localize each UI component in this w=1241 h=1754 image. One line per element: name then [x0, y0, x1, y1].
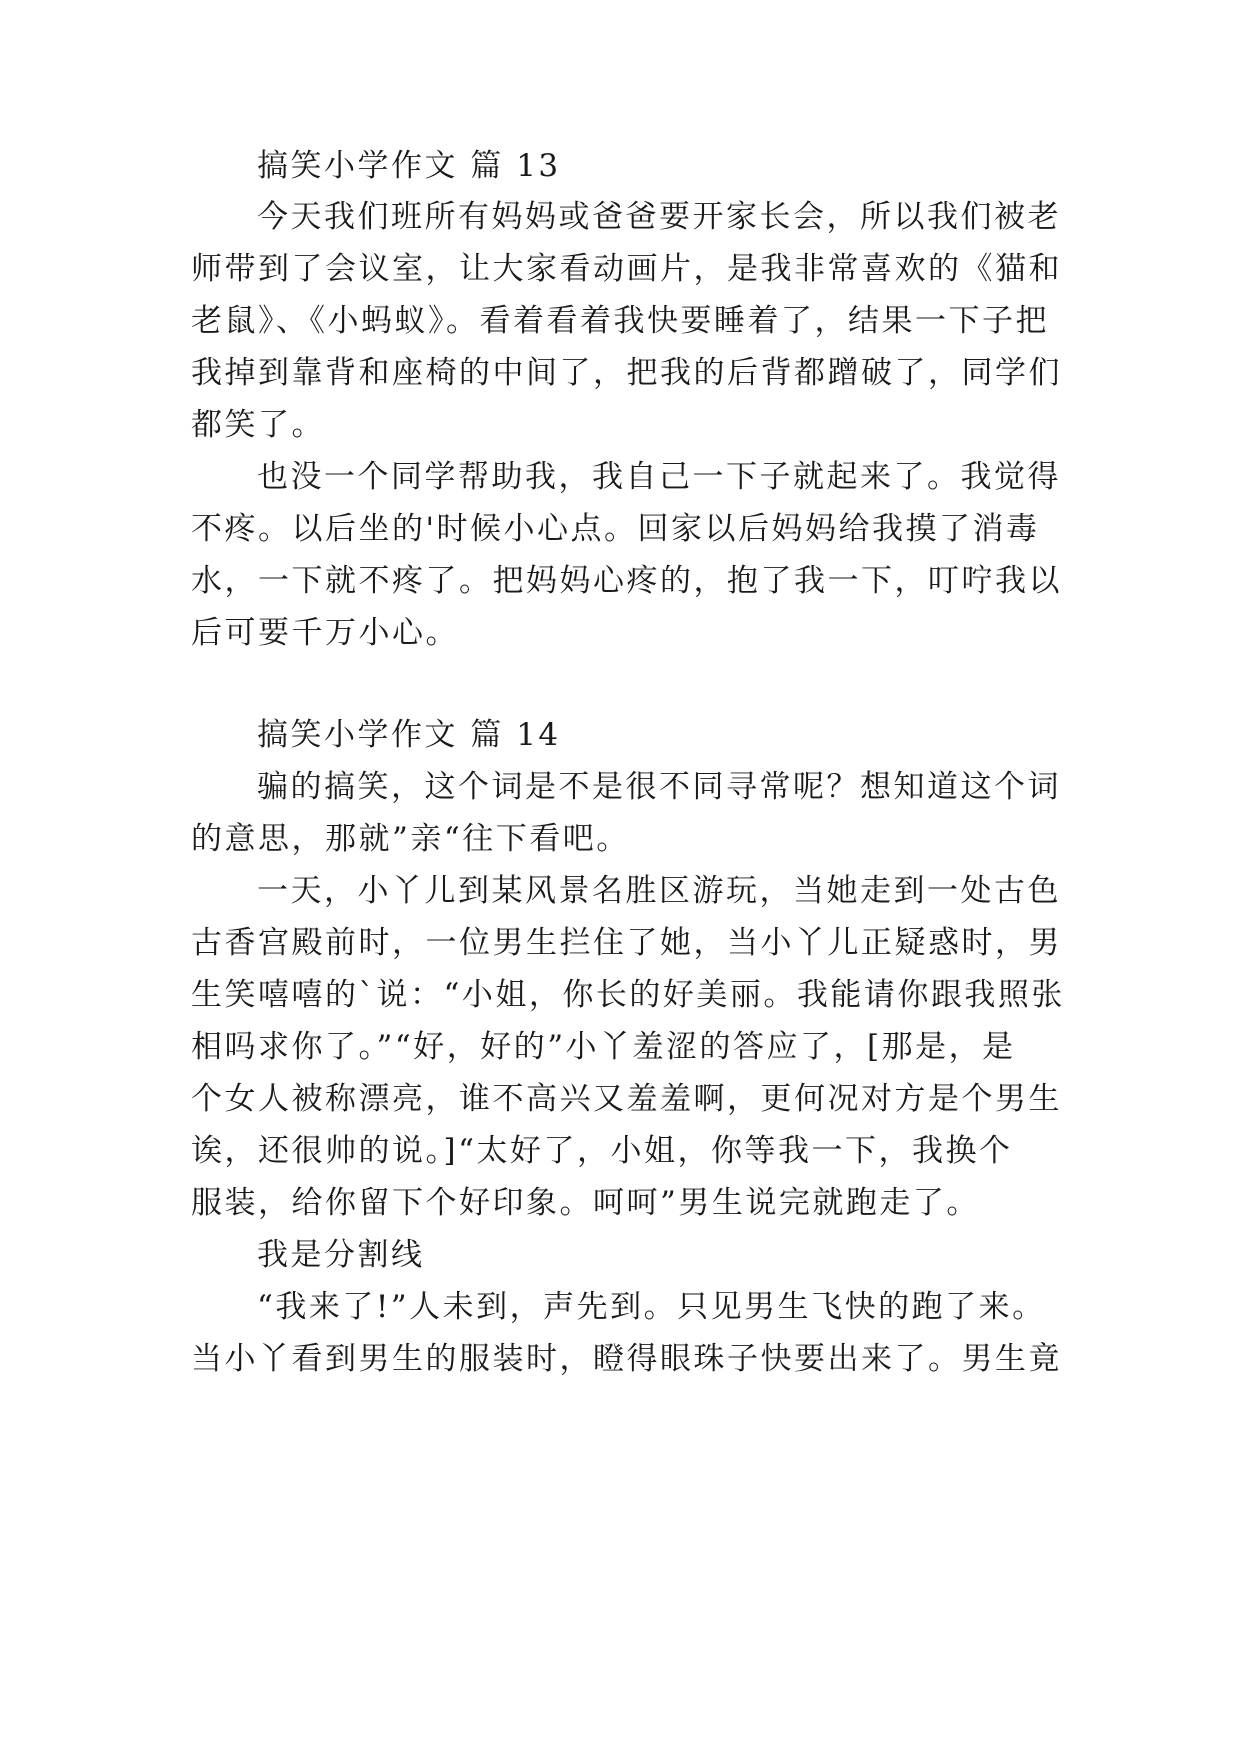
paragraph-line: 不疼。以后坐的'时候小心点。回家以后妈妈给我摸了消毒 [191, 511, 1040, 547]
paragraph-line: 个女人被称漂亮，谁不高兴又羞羞啊，更何况对方是个男生 [191, 1081, 1062, 1117]
paragraph-line: 诶，还很帅的说。]“太好了，小姐，你等我一下，我换个 [191, 1133, 1013, 1169]
paragraph-line: 都笑了。 [191, 407, 325, 443]
paragraph-line: 水，一下就不疼了。把妈妈心疼的，抱了我一下，叮咛我以 [191, 563, 1062, 599]
paragraph-line: 的意思，那就”亲“往下看吧。 [191, 821, 630, 857]
paragraph-line: 服装，给你留下个好印象。呵呵”男生说完就跑走了。 [191, 1185, 980, 1221]
divider-text: 我是分割线 [257, 1237, 425, 1273]
paragraph-line: 我掉到靠背和座椅的中间了，把我的后背都蹭破了，同学们 [191, 355, 1062, 391]
paragraph-line: 也没一个同学帮助我，我自己一下子就起来了。我觉得 [257, 459, 1061, 495]
paragraph-line: “我来了!”人未到，声先到。只见男生飞快的跑了来。 [257, 1289, 1046, 1325]
paragraph-line: 古香宫殿前时，一位男生拦住了她，当小丫儿正疑惑时，男 [191, 925, 1062, 961]
paragraph-line: 当小丫看到男生的服装时，瞪得眼珠子快要出来了。男生竟 [191, 1341, 1062, 1377]
paragraph-line: 师带到了会议室，让大家看动画片，是我非常喜欢的《猫和 [191, 251, 1062, 287]
paragraph-line: 老鼠》、《小蚂蚁》。看着看着我快要睡着了，结果一下子把 [191, 303, 1049, 339]
paragraph-line: 相吗求你了。”“好，好的”小丫羞涩的答应了，[那是，是 [191, 1029, 1016, 1065]
paragraph-line: 一天，小丫儿到某风景名胜区游玩，当她走到一处古色 [257, 873, 1061, 909]
paragraph-line: 生笑嘻嘻的`说：“小姐，你长的好美丽。我能请你跟我照张 [191, 977, 1065, 1013]
paragraph-line: 骗的搞笑，这个词是不是很不同寻常呢？想知道这个词 [257, 769, 1061, 805]
paragraph-line: 今天我们班所有妈妈或爸爸要开家长会，所以我们被老 [257, 199, 1061, 235]
section-13-heading: 搞笑小学作文 篇 13 [257, 148, 561, 184]
section-14-heading: 搞笑小学作文 篇 14 [257, 717, 561, 753]
paragraph-line: 后可要千万小心。 [191, 615, 459, 651]
